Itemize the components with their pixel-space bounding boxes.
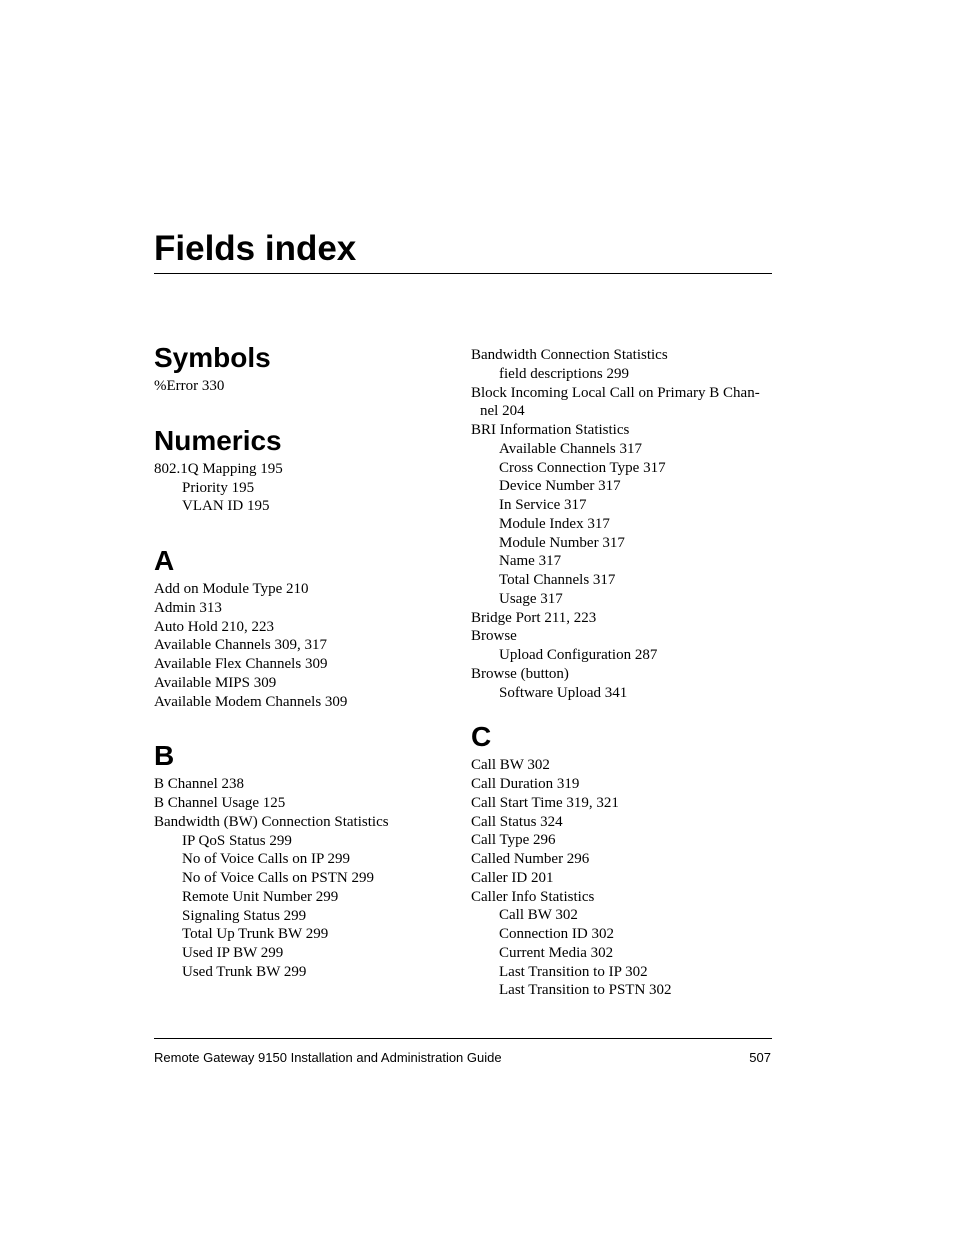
index-entry: Browse (button) [471,665,569,682]
index-subentry: Signaling Status 299 [182,907,307,924]
index-entry: Available Modem Channels 309 [154,693,348,710]
index-entry: Call Type 296 [471,832,556,849]
index-subentry: Upload Configuration 287 [499,647,658,663]
index-subentry: Usage 317 [499,590,563,607]
title-rule [154,273,772,274]
index-subentry: No of Voice Calls on PSTN 299 [182,870,374,886]
index-subentry: Available Channels 317 [499,440,643,457]
index-subentry: Connection ID 302 [499,926,614,942]
index-entry: 802.1Q Mapping 195 [154,460,283,477]
index-entry-wrapped: Block Incoming Local Call on Primary B Chan-nel 204 [471,384,760,420]
index-subentry: Used Trunk BW 299 [182,963,307,980]
index-subentry: Used IP BW 299 [182,945,284,961]
index-subentry: Device Number 317 [499,478,621,495]
index-entry: Browse [471,628,517,645]
index-entry: BRI Information Statistics [471,422,630,438]
index-subentry: IP QoS Status 299 [182,832,292,849]
index-subentry: field descriptions 299 [499,365,629,382]
index-subentry: Current Media 302 [499,944,614,961]
section-heading-numerics: Numerics [154,424,282,456]
index-entry: Called Number 296 [471,851,590,867]
index-subentry: Module Number 317 [499,534,625,551]
index-entry: B Channel 238 [154,776,244,793]
section-heading-symbols: Symbols [154,342,271,373]
index-subentry: Call BW 302 [499,907,578,924]
index-subentry: Cross Connection Type 317 [499,459,666,476]
footer-page-number: 507 [749,1050,771,1065]
index-entry: Add on Module Type 210 [154,581,309,597]
index-subentry: Module Index 317 [499,515,610,532]
section-spacer [154,711,444,737]
section-heading-b: B [154,740,175,772]
index-entry: Call Status 324 [471,813,563,830]
index-subentry: In Service 317 [499,497,587,513]
footer-guide-title: Remote Gateway 9150 Installation and Administration Guide [154,1050,502,1065]
index-entry: B Channel Usage 125 [154,795,286,811]
index-entry: Caller Info Statistics [471,888,595,905]
section-spacer [154,396,444,422]
index-entry: Available Flex Channels 309 [154,656,328,672]
index-subentry: Priority 195 [182,479,255,496]
index-entry: %Error 330 [154,378,225,394]
section-spacer [471,702,773,718]
index-entry: Call BW 302 [471,757,550,774]
index-subentry: Total Up Trunk BW 299 [182,926,329,943]
page-title: Fields index [154,229,357,268]
index-entry: Available Channels 309, 317 [154,637,328,654]
index-entry: Auto Hold 210, 223 [154,618,274,635]
index-subentry: Remote Unit Number 299 [182,888,339,905]
index-subentry: VLAN ID 195 [182,498,270,515]
index-entry: Call Start Time 319, 321 [471,794,619,811]
index-entry: Admin 313 [154,599,222,616]
index-subentry: Last Transition to IP 302 [499,963,648,980]
index-subentry: No of Voice Calls on IP 299 [182,851,351,868]
index-subentry: Software Upload 341 [499,684,628,701]
index-subentry: Total Channels 317 [499,572,616,588]
index-entry: Bandwidth Connection Statistics [471,347,668,363]
right-index-column [471,346,773,1000]
index-entry: Bandwidth (BW) Connection Statistics [154,813,389,830]
index-entry: Call Duration 319 [471,776,580,792]
left-index-column [154,339,444,982]
section-heading-c: C [471,721,492,753]
index-subentry: Last Transition to PSTN 302 [499,982,672,999]
index-subentry: Name 317 [499,553,562,570]
index-entry: Caller ID 201 [471,869,554,886]
section-heading-a: A [154,545,175,576]
index-entry: Available MIPS 309 [154,674,277,691]
section-spacer [154,516,444,542]
footer-rule [154,1038,772,1039]
index-entry: Bridge Port 211, 223 [471,609,597,626]
